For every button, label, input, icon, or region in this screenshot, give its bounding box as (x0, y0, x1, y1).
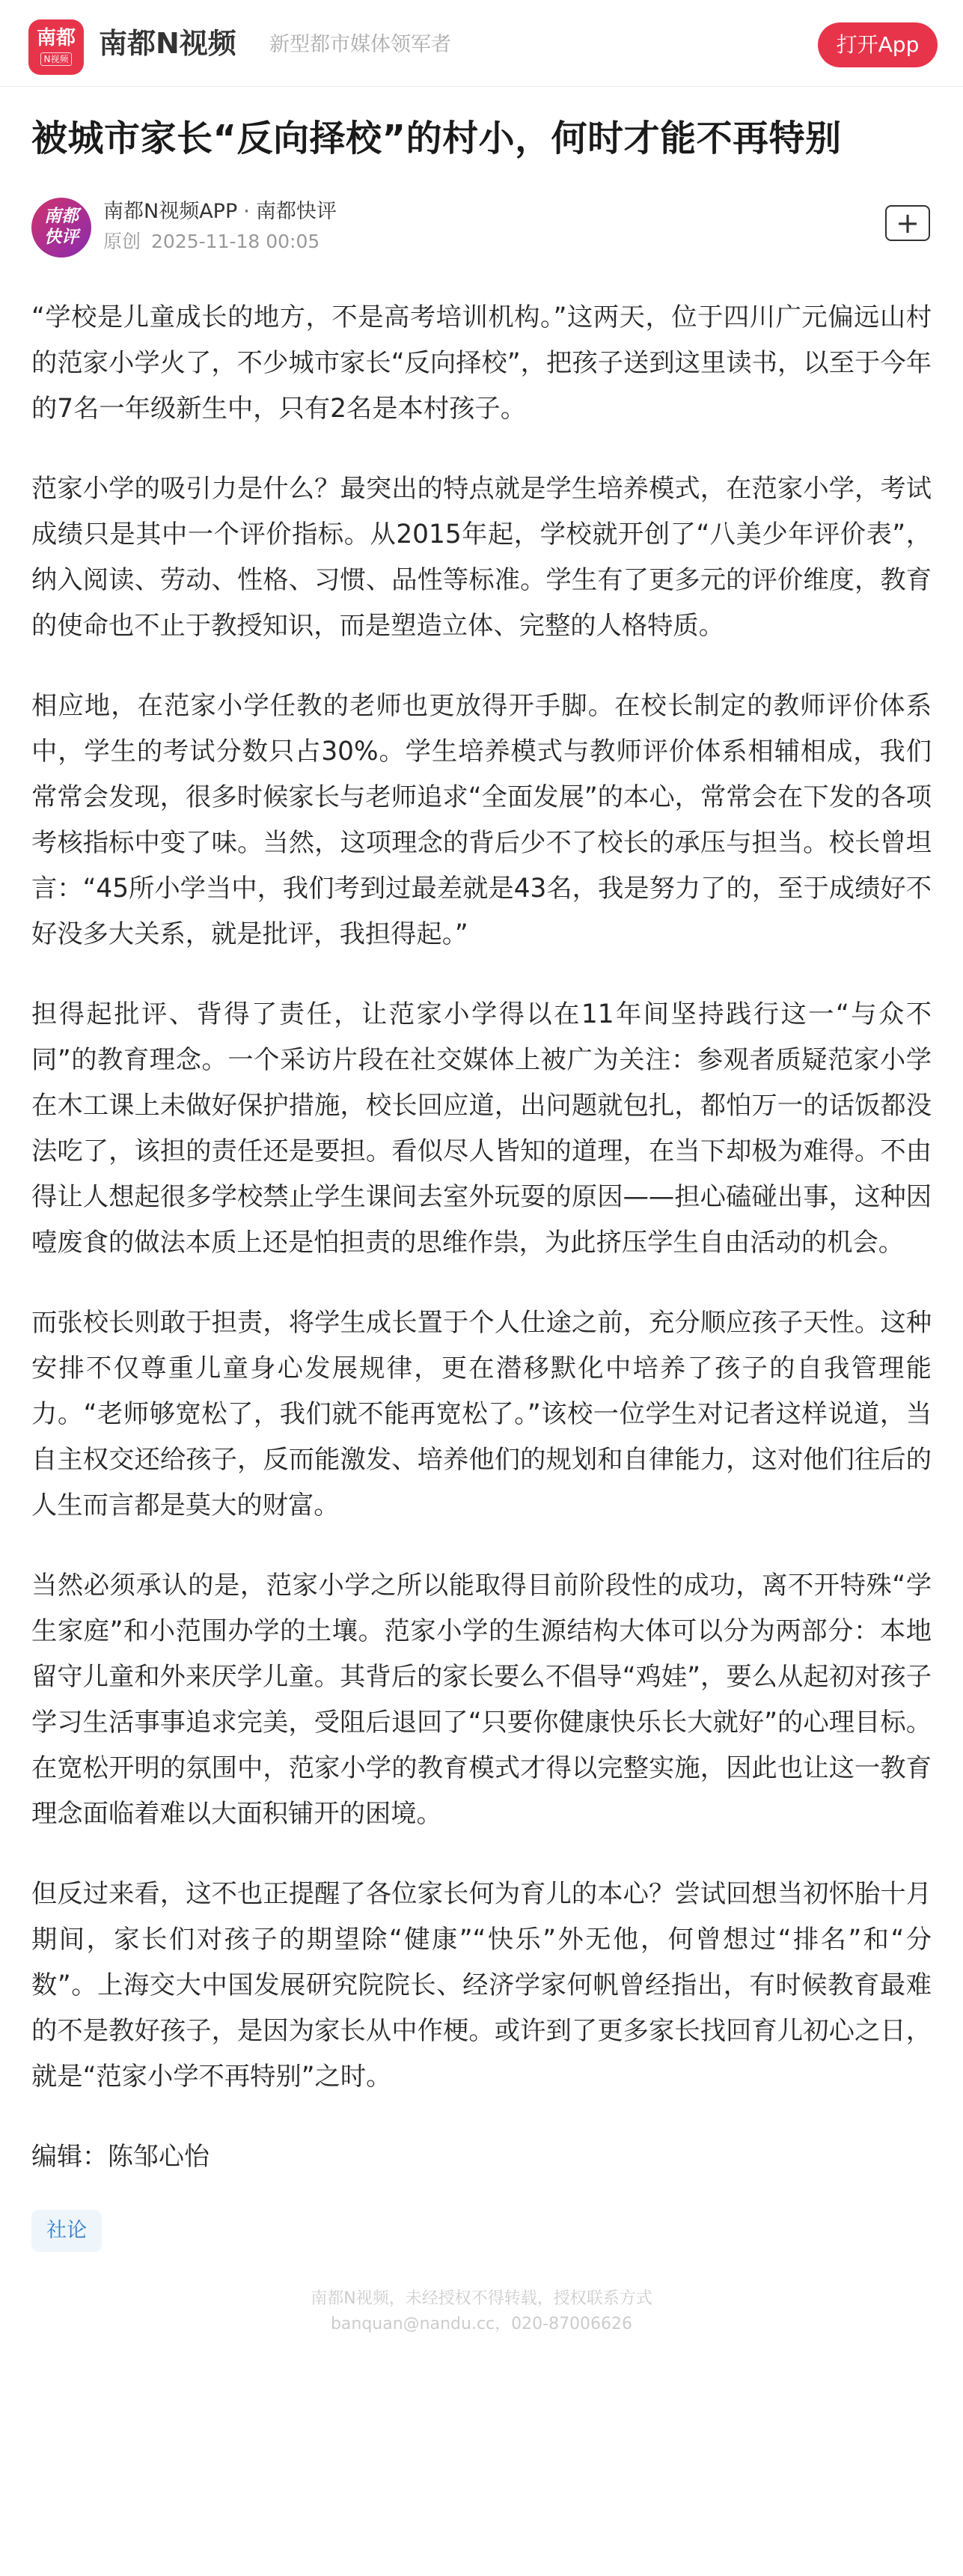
app-header (0, 0, 963, 87)
source-name[interactable]: 南都N视频APP (103, 200, 238, 223)
article-tag[interactable]: 社论 (31, 2210, 102, 2252)
paragraph: 相应地，在范家小学任教的老师也更放得开手脚。在校长制定的教师评价体系中，学生的考试分数只占30%。学生培养模式与教师评价体系相辅相成，我们常常会发现，很多时候家长与老师追求“全面发展”的本心，常常会在下发的各项考核指标中变了味。当然，这项理念的背后少不了校长的承压与担当。校长曾坦言：“45所小学当中，我们考到过最差就是43名，我是努力了的，至于成绩好不好没多大关系，就是批评，我担得起。” (31, 691, 932, 949)
article-type: 原创 (103, 231, 141, 252)
editor-credit: 编辑：陈邹心怡 (31, 2142, 210, 2172)
avatar-text-line-2: 快评 (44, 228, 79, 247)
follow-button[interactable]: + (885, 205, 930, 241)
article-title: 被城市家长“反向择校”的村小，何时才能不再特别 (31, 118, 842, 159)
paragraph: 但反过来看，这不也正提醒了各位家长何为育儿的本心？尝试回想当初怀胎十月期间，家长们对孩子的期望除“健康”“快乐”外无他，何曾想过“排名”和“分数”。上海交大中国发展研究院院长、经济学家何帆曾经指出，有时候教育最难的不是教好孩子，是因为家长从中作梗。或许到了更多家长找回育儿初心之日，就是“范家小学不再特别”之时。 (31, 1879, 932, 2092)
paragraph: 范家小学的吸引力是什么？最突出的特点就是学生培养模式，在范家小学，考试成绩只是其中一个评价指标。从2015年起，学校就开创了“八美少年评价表”，纳入阅读、劳动、性格、习惯、品性等标准。学生有了更多元的评价维度，教育的使命也不止于教授知识，而是塑造立体、完整的人格特质。 (31, 474, 932, 641)
app-name: 南都N视频 (99, 27, 236, 60)
publish-date: 2025-11-18 00:05 (151, 231, 320, 252)
author-avatar[interactable] (31, 198, 91, 258)
open-app-button[interactable]: 打开App (818, 22, 938, 67)
app-logo-icon[interactable] (28, 19, 84, 75)
paragraph: 而张校长则敢于担责，将学生成长置于个人仕途之前，充分顺应孩子天性。这种安排不仅尊重儿童身心发展规律，更在潜移默化中培养了孩子的自我管理能力。“老师够宽松了，我们就不能再宽松了。”该校一位学生对记者这样说道，当自主权交还给孩子，反而能激发、培养他们的规划和自律能力，这对他们往后的人生而言都是莫大的财富。 (31, 1308, 932, 1520)
paragraph: 担得起批评、背得了责任，让范家小学得以在11年间坚持践行这一“与众不同”的教育理念。一个采访片段在社交媒体上被广为关注：参观者质疑范家小学在木工课上未做好保护措施，校长回应道，出问题就包扎，都怕万一的话饭都没法吃了，该担的责任还是要担。看似尽人皆知的道理，在当下却极为难得。不由得让人想起很多学校禁止学生课间去室外玩耍的原因——担心磕碰出事，这种因噎废食的做法本质上还是怕担责的思维作祟，为此挤压学生自由活动的机会。 (31, 999, 932, 1258)
copyright-contact: banquan@nandu.cc，020-87006626 (330, 2315, 633, 2333)
app-logo-text: 南都 (36, 27, 76, 49)
paragraph: “学校是儿童成长的地方，不是高考培训机构。”这两天，位于四川广元偏远山村的范家小学火了，不少城市家长“反向择校”，把孩子送到这里读书，以至于今年的7名一年级新生中，只有2名是本村孩子。 (31, 302, 932, 424)
app-logo-subtext: N视频 (40, 52, 73, 66)
avatar-text-line-1: 南都 (44, 207, 79, 226)
article-body (31, 295, 932, 2252)
footer (0, 2286, 963, 2337)
paragraph: 当然必须承认的是，范家小学之所以能取得目前阶段性的成功，离不开特殊“学生家庭”和小范围办学的土壤。范家小学的生源结构大体可以分为两部分：本地留守儿童和外来厌学儿童。其背后的家长要么不倡导“鸡娃”，要么从起初对孩子学习生活事事追求完美，受阻后退回了“只要你健康快乐长大就好”的心理目标。在宽松开明的氛围中，范家小学的教育模式才得以完整实施，因此也让这一教育理念面临着难以大面积铺开的困境。 (31, 1571, 932, 1829)
article-meta (31, 192, 932, 264)
copyright-notice: 南都N视频，未经授权不得转载，授权联系方式 (311, 2289, 652, 2308)
author-line: 南都N视频APP · 南都快评 (103, 200, 337, 223)
app-slogan: 新型都市媒体领军者 (269, 33, 451, 56)
publish-info (103, 229, 320, 255)
column-name[interactable]: 南都快评 (255, 200, 337, 223)
